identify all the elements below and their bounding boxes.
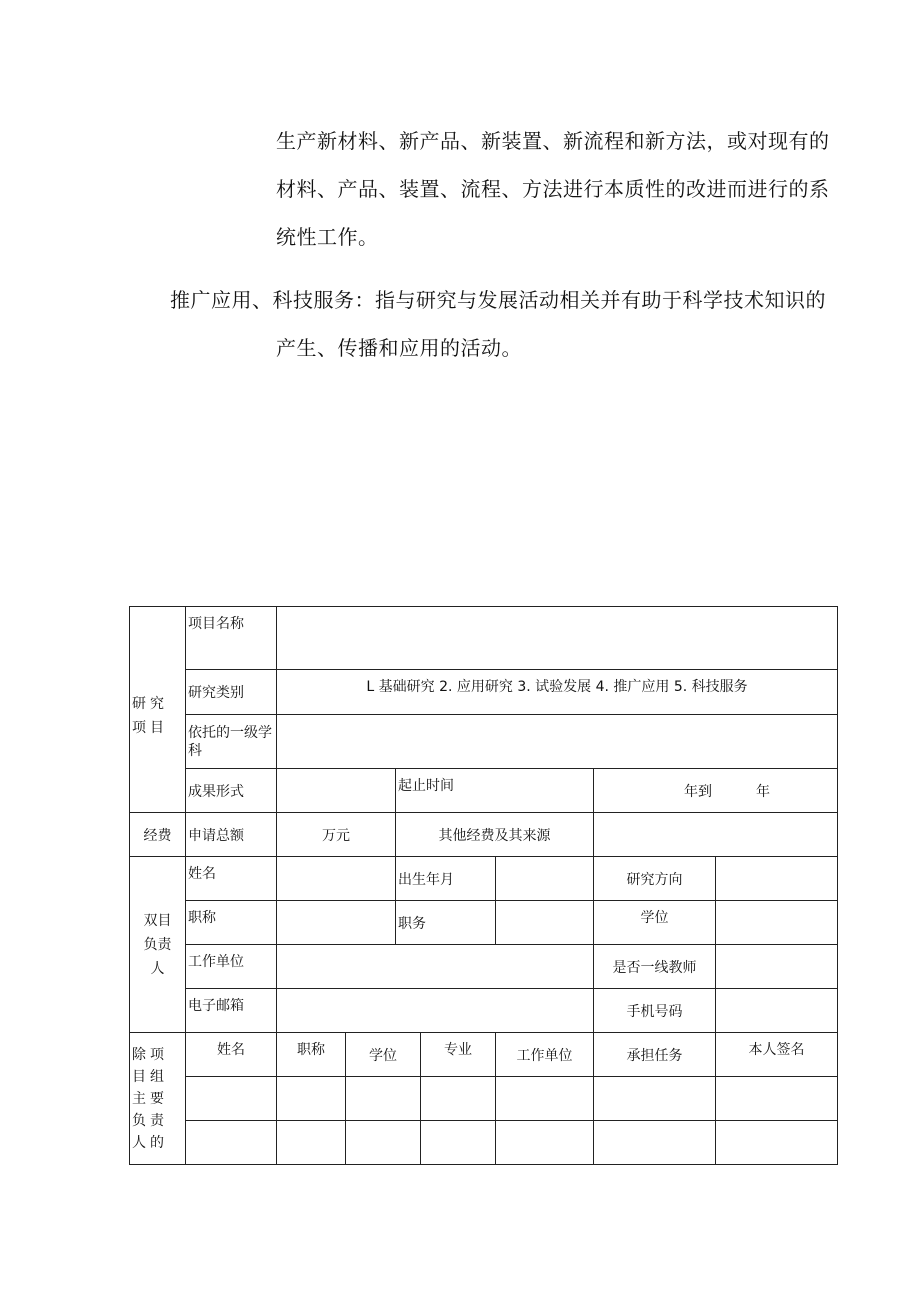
- input-leader-title[interactable]: [277, 901, 396, 945]
- cell-member-title[interactable]: [277, 1077, 346, 1121]
- application-form-table: [129, 606, 838, 1165]
- label-other-funding: 其他经费及其来源: [396, 813, 594, 857]
- input-phone[interactable]: [716, 989, 838, 1033]
- input-leader-name[interactable]: [277, 857, 396, 901]
- input-project-name[interactable]: [277, 607, 838, 670]
- label-position: 职务: [396, 901, 496, 945]
- paragraph-promotion-definition: 推广应用、科技服务：指与研究与发展活动相关并有助于科学技术知识的: [170, 288, 826, 312]
- input-start-end-time[interactable]: [594, 769, 838, 813]
- cell-member-task[interactable]: [594, 1121, 716, 1165]
- cell-member-major[interactable]: [421, 1121, 496, 1165]
- cell-member-title[interactable]: [277, 1121, 346, 1165]
- label-degree: 学位: [594, 901, 716, 945]
- cell-member-major[interactable]: [421, 1077, 496, 1121]
- cell-member-name[interactable]: [186, 1121, 277, 1165]
- input-position[interactable]: [496, 901, 594, 945]
- year-to-label: 年到: [684, 783, 712, 800]
- label-research-type: 研究类别: [186, 670, 277, 715]
- label-work-unit: 工作单位: [186, 945, 277, 989]
- input-degree[interactable]: [716, 901, 838, 945]
- cell-member-work-unit[interactable]: [496, 1077, 594, 1121]
- label-project-name: 项目名称: [186, 607, 277, 670]
- input-total-requested[interactable]: 万元: [277, 813, 396, 857]
- section-project-leader: 双目负责人: [130, 857, 186, 1033]
- cell-member-signature[interactable]: [716, 1077, 838, 1121]
- input-research-direction[interactable]: [716, 857, 838, 901]
- label-leader-name: 姓名: [186, 857, 277, 901]
- section-members: 除项目组主要负责人的: [130, 1033, 186, 1165]
- cell-member-degree[interactable]: [346, 1121, 421, 1165]
- paragraph-promotion-definition-continued: 产生、传播和应用的活动。: [276, 336, 522, 360]
- research-type-options[interactable]: L 基础研究 2. 应用研究 3. 试验发展 4. 推广应用 5. 科技服务: [277, 670, 838, 715]
- label-start-end-time: 起止时间: [396, 769, 594, 813]
- cell-member-degree[interactable]: [346, 1077, 421, 1121]
- cell-member-name[interactable]: [186, 1077, 277, 1121]
- input-birth[interactable]: [496, 857, 594, 901]
- input-other-funding[interactable]: [594, 813, 838, 857]
- label-phone: 手机号码: [594, 989, 716, 1033]
- section-funding: 经费: [130, 813, 186, 857]
- col-member-degree: 学位: [346, 1033, 421, 1077]
- table-row: [130, 1121, 838, 1165]
- col-member-work-unit: 工作单位: [496, 1033, 594, 1077]
- section-research-project: 研究项目: [130, 607, 186, 813]
- col-member-signature: 本人签名: [716, 1033, 838, 1077]
- input-frontline-teacher[interactable]: [716, 945, 838, 989]
- paragraph-definition-continued: 生产新材料、新产品、新装置、新流程和新方法，或对现有的材料、产品、装置、流程、方法进行本质性的改进而进行的系统性工作。: [276, 129, 830, 249]
- input-result-form[interactable]: [277, 769, 396, 813]
- year-label: 年: [756, 783, 770, 800]
- label-total-requested: 申请总额: [186, 813, 277, 857]
- label-email: 电子邮箱: [186, 989, 277, 1033]
- cell-member-signature[interactable]: [716, 1121, 838, 1165]
- table-row: [130, 1077, 838, 1121]
- label-result-form: 成果形式: [186, 769, 277, 813]
- label-discipline: 依托的一级学科: [186, 715, 277, 769]
- input-discipline[interactable]: [277, 715, 838, 769]
- col-member-major: 专业: [421, 1033, 496, 1077]
- label-birth: 出生年月: [396, 857, 496, 901]
- col-member-task: 承担任务: [594, 1033, 716, 1077]
- cell-member-task[interactable]: [594, 1077, 716, 1121]
- label-leader-title: 职称: [186, 901, 277, 945]
- label-research-direction: 研究方向: [594, 857, 716, 901]
- col-member-title: 职称: [277, 1033, 346, 1077]
- input-email[interactable]: [277, 989, 594, 1033]
- input-work-unit[interactable]: [277, 945, 594, 989]
- cell-member-work-unit[interactable]: [496, 1121, 594, 1165]
- label-frontline-teacher: 是否一线教师: [594, 945, 716, 989]
- col-member-name: 姓名: [186, 1033, 277, 1077]
